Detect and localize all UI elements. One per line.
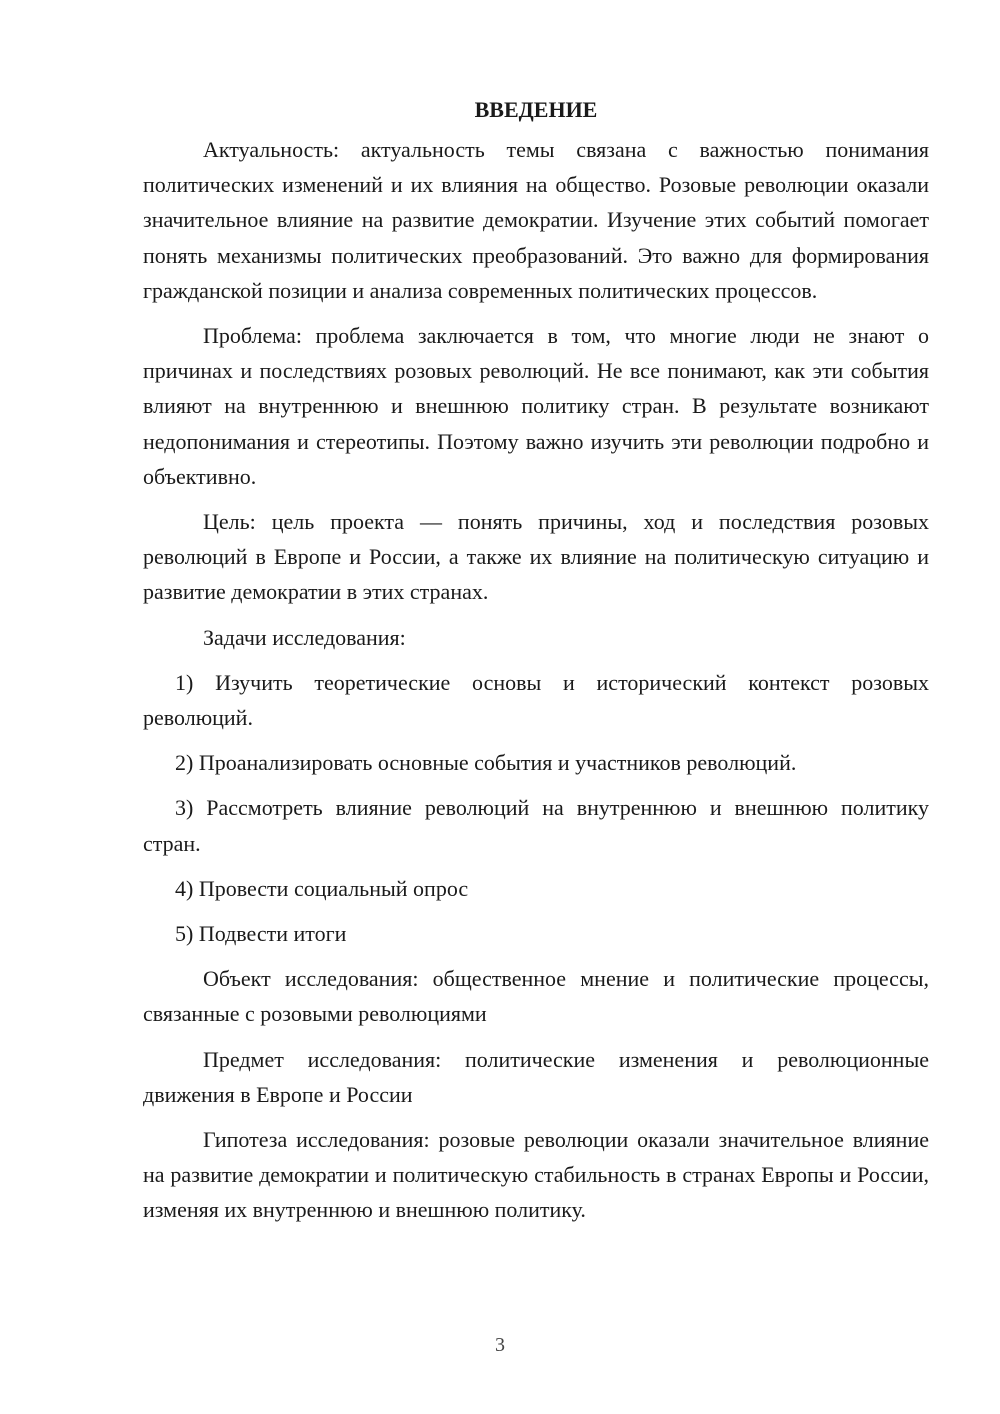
task-item: 4) Провести социальный опрос xyxy=(175,875,469,901)
problem-paragraph: Проблема: проблема заключается в том, что многие люди не знают о причинах и последствиях розовых революций. Не все понимают, как эти события влияют на внутреннюю и внешнюю политику стран. В результате возникают недопонимания и стереотипы. Поэтому важно изучить эти революции подробно и объективно. xyxy=(143,323,929,489)
task-item: 1) Изучить теоретические основы и исторический контекст розовых революций. xyxy=(143,669,929,731)
page-number: 3 xyxy=(495,1334,505,1356)
object-paragraph: Объект исследования: общественное мнение и политические процессы, связанные с розовыми революциями xyxy=(143,966,929,1027)
hypothesis-paragraph: Гипотеза исследования: розовые революции оказали значительное влияние на развитие демократии и политическую стабильность в странах Европы и России, изменяя их внутреннюю и внешнюю политику. xyxy=(143,1127,929,1223)
task-item: 5) Подвести итоги xyxy=(175,921,347,947)
goal-paragraph: Цель: цель проекта — понять причины, ход и последствия розовых революций в Европе и России, а также их влияние на политическую ситуацию и развитие демократии в этих странах. xyxy=(143,509,929,605)
subject-paragraph: Предмет исследования: политические изменения и революционные движения в Европе и России xyxy=(143,1046,929,1107)
task-item: 3) Рассмотреть влияние революций на внутреннюю и внешнюю политику стран. xyxy=(143,795,929,856)
page-title: ВВЕДЕНИЕ xyxy=(474,97,598,122)
task-item: 2) Проанализировать основные события и участников революций. xyxy=(175,750,797,776)
tasks-heading: Задачи исследования: xyxy=(203,624,406,650)
document-page xyxy=(143,96,929,1238)
relevance-paragraph: Актуальность: актуальность темы связана с важностью понимания политических изменений и их влияния на общество. Розовые революции оказали значительное влияние на развитие демократии. Изучение этих событий помогает понять механизмы политических преобразований. Это важно для формирования гражданской позиции и анализа современных политических процессов. xyxy=(143,137,929,303)
